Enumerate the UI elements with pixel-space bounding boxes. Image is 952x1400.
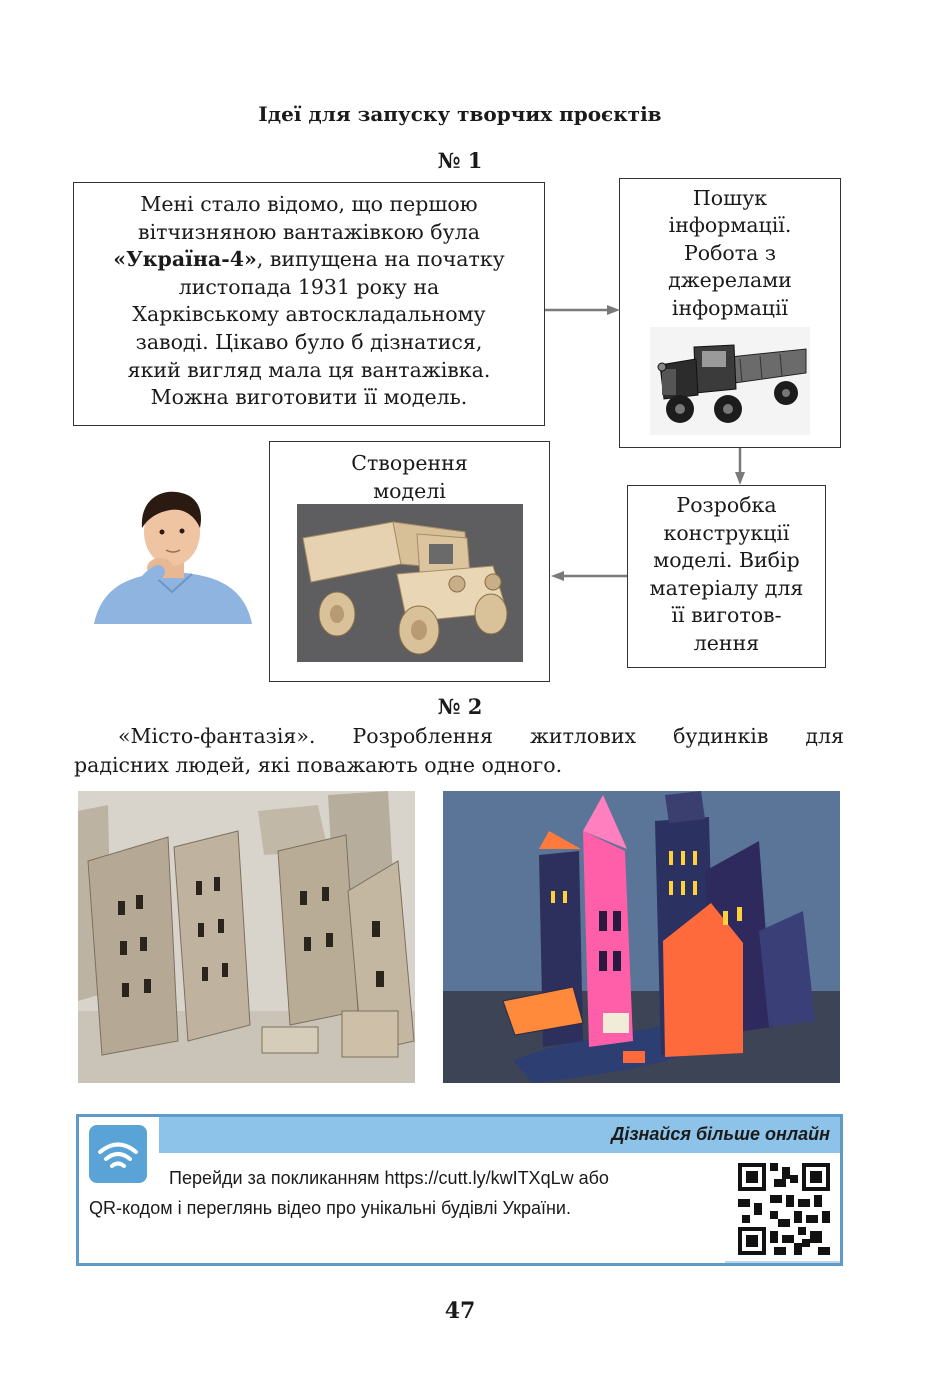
create-step-line: Створення (351, 451, 468, 475)
page-number: 47 (444, 1298, 476, 1324)
design-step-line: Розробка (676, 493, 777, 517)
description-word: будинків (673, 724, 769, 748)
project-1-number: № 1 (437, 148, 483, 173)
idea-line: «Україна-4», випущена на початку (113, 247, 505, 272)
search-step-line: інформації (671, 295, 789, 320)
idea-line: Можна виготовити її модель. (150, 385, 468, 410)
online-box-header (159, 1117, 840, 1153)
online-box-text (89, 1163, 729, 1223)
description-word: Розроблення (352, 724, 493, 748)
arrow-down-icon (732, 448, 748, 486)
paper-city-image (443, 791, 840, 1083)
thinking-man-image (94, 488, 252, 624)
page-title: Ідеї для запуску творчих проєктів (258, 102, 662, 126)
idea-bold-name: «Україна-4» (113, 247, 257, 272)
search-step-line: Пошук (692, 186, 768, 210)
design-step-line: моделі. Вибір (653, 548, 800, 573)
idea-line: листопада 1931 року на (178, 274, 440, 299)
description-word: для (805, 724, 844, 748)
online-text-line: QR-кодом і переглянь відео про унікальні будівлі України. (89, 1198, 571, 1218)
design-step-line: її виготов- (671, 603, 782, 628)
search-step-line: Робота з (683, 240, 777, 265)
create-step-box (269, 441, 550, 682)
online-box-heading: Дізнайся більше онлайн (611, 1124, 830, 1144)
design-step-line: конструкції (663, 520, 790, 545)
arrow-right-icon (545, 302, 621, 318)
description-line: радісних людей, які поважають одне одного. (74, 753, 563, 777)
search-step-box (619, 178, 841, 448)
create-step-line: моделі (373, 478, 446, 503)
project-2-number: № 2 (437, 694, 483, 719)
search-step-line: джерелами (668, 268, 792, 293)
description-word: «Місто-фантазія». (118, 724, 316, 748)
design-step-box (627, 485, 826, 668)
design-step-line: матеріалу для (649, 575, 804, 600)
idea-line: заводі. Цікаво було б дізнатися, (135, 329, 483, 354)
idea-line: який вигляд мала ця вантажівка. (127, 357, 491, 382)
old-truck-image (650, 327, 810, 435)
idea-line: Мені стало відомо, що першою (140, 192, 478, 216)
wooden-truck-image (297, 504, 523, 662)
qr-code-icon[interactable] (738, 1163, 830, 1255)
learn-more-online-box (76, 1114, 843, 1266)
online-text-line: Перейди за покликанням https://cutt.ly/kwITXqLw або (169, 1168, 609, 1188)
idea-line: вітчизняною вантажівкою була (138, 219, 480, 244)
cardboard-city-image (78, 791, 415, 1083)
search-step-line: інформації. (668, 213, 792, 238)
arrow-left-icon (550, 568, 628, 584)
description-word: житлових (530, 724, 637, 748)
project-2-description (74, 722, 844, 780)
design-step-line: лення (693, 630, 760, 655)
idea-line: Харківському автоскладальному (132, 302, 486, 327)
idea-box (73, 182, 545, 426)
online-box-divider (725, 1261, 840, 1263)
